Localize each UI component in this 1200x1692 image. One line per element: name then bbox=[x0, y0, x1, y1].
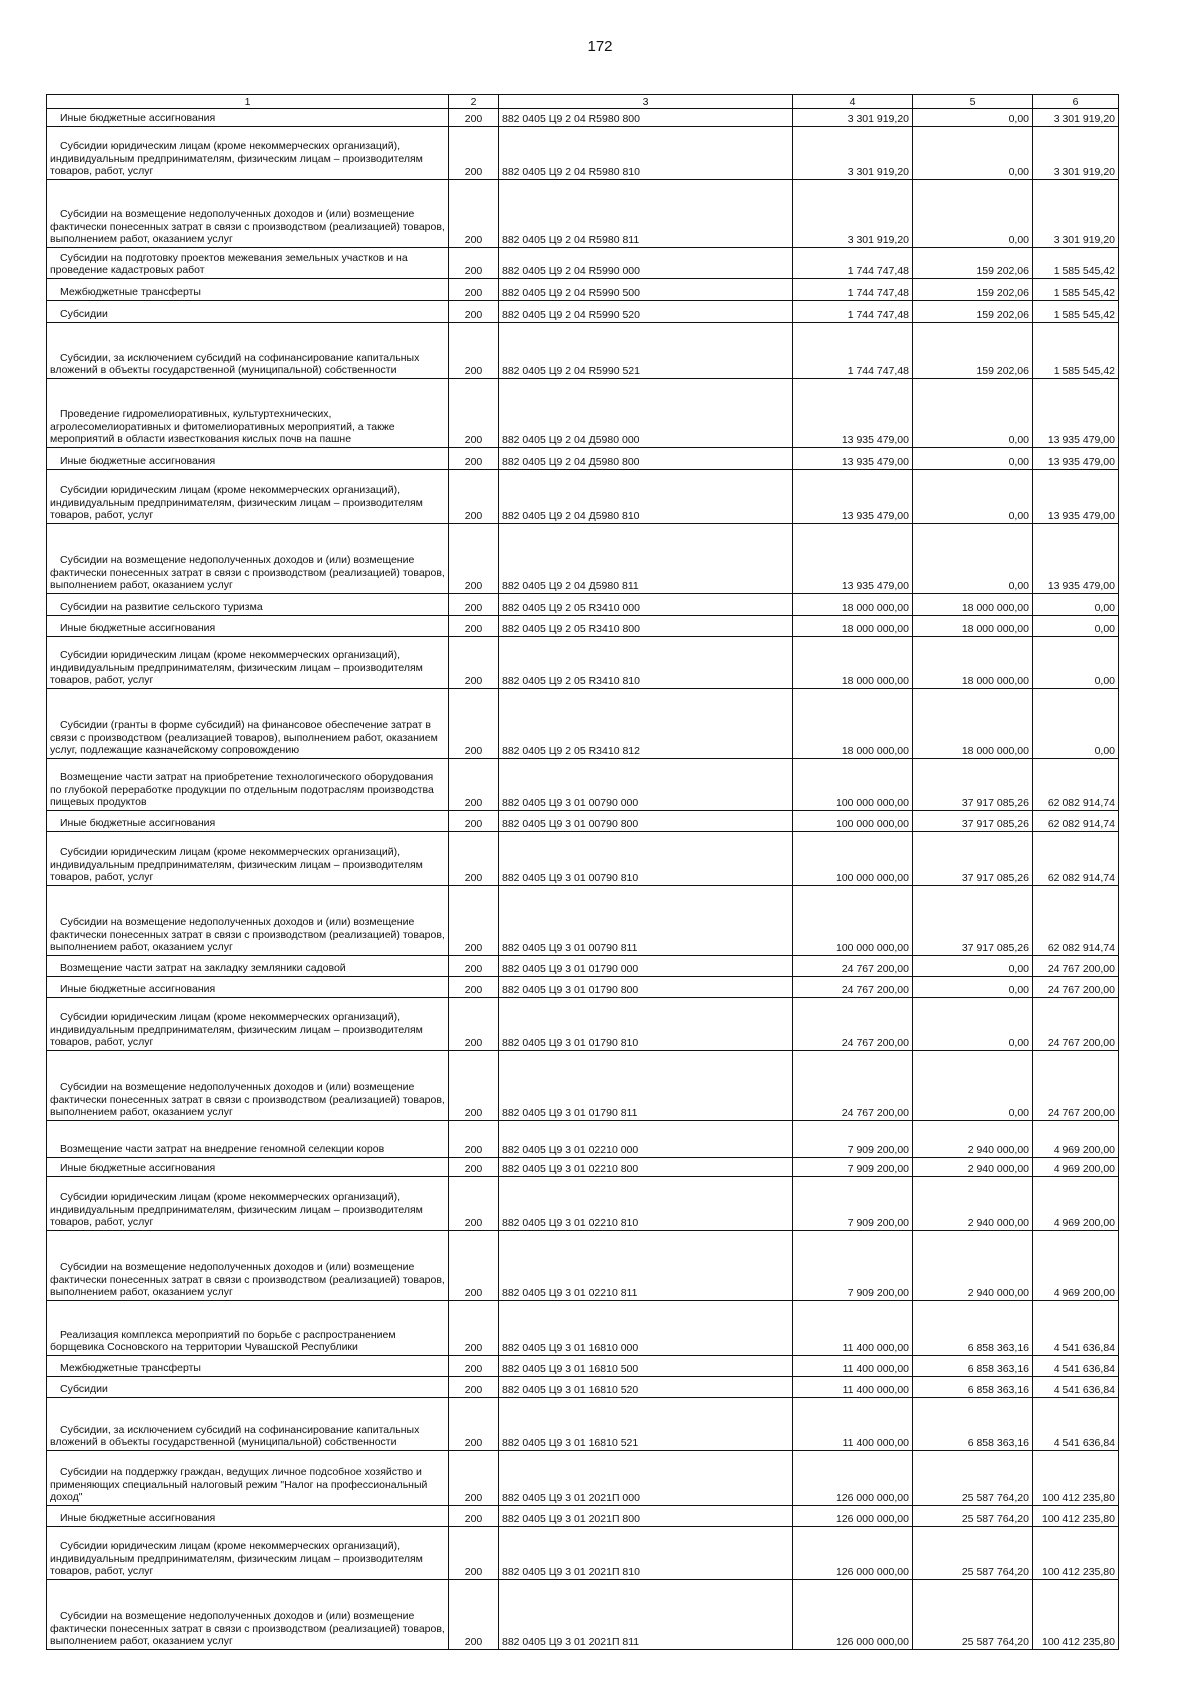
row-col4: 13 935 479,00 bbox=[793, 524, 913, 594]
row-name: Субсидии юридическим лицам (кроме некоммерческих организаций), индивидуальным предпринимателям, физическим лицам – производителям товаров, работ, услуг bbox=[47, 637, 449, 689]
row-col6: 1 585 545,42 bbox=[1033, 279, 1119, 301]
table-row bbox=[47, 998, 1119, 1051]
table-row bbox=[47, 301, 1119, 323]
row-code: 882 0405 Ц9 3 01 01790 810 bbox=[499, 998, 793, 1051]
row-col4: 18 000 000,00 bbox=[793, 689, 913, 759]
row-col2: 200 bbox=[449, 689, 499, 759]
row-name: Субсидии на возмещение недополученных доходов и (или) возмещение фактически понесенных затрат в связи с производством (реализацией) товаров, выполнением работ, оказанием услуг bbox=[47, 180, 449, 248]
table-row bbox=[47, 886, 1119, 956]
row-col6: 100 412 235,80 bbox=[1033, 1580, 1119, 1650]
row-col4: 11 400 000,00 bbox=[793, 1377, 913, 1398]
row-col4: 126 000 000,00 bbox=[793, 1527, 913, 1580]
row-col5: 0,00 bbox=[913, 524, 1033, 594]
row-col4: 24 767 200,00 bbox=[793, 956, 913, 977]
table-row bbox=[47, 637, 1119, 689]
row-col6: 0,00 bbox=[1033, 616, 1119, 637]
row-code: 882 0405 Ц9 3 01 2021П 810 bbox=[499, 1527, 793, 1580]
row-col6: 62 082 914,74 bbox=[1033, 759, 1119, 811]
row-code: 882 0405 Ц9 3 01 00790 811 bbox=[499, 886, 793, 956]
row-col2: 200 bbox=[449, 832, 499, 886]
row-code: 882 0405 Ц9 3 01 00790 000 bbox=[499, 759, 793, 811]
row-col6: 24 767 200,00 bbox=[1033, 998, 1119, 1051]
row-code: 882 0405 Ц9 3 01 01790 811 bbox=[499, 1051, 793, 1121]
table-row bbox=[47, 524, 1119, 594]
table-row bbox=[47, 1158, 1119, 1177]
table-header-row bbox=[47, 95, 1119, 109]
row-col4: 1 744 747,48 bbox=[793, 248, 913, 279]
row-col5: 159 202,06 bbox=[913, 279, 1033, 301]
table-row bbox=[47, 470, 1119, 524]
row-col5: 6 858 363,16 bbox=[913, 1301, 1033, 1356]
row-col4: 1 744 747,48 bbox=[793, 301, 913, 323]
row-col6: 4 541 636,84 bbox=[1033, 1377, 1119, 1398]
row-col2: 200 bbox=[449, 1121, 499, 1158]
row-col2: 200 bbox=[449, 1158, 499, 1177]
row-col5: 159 202,06 bbox=[913, 323, 1033, 379]
row-col6: 24 767 200,00 bbox=[1033, 956, 1119, 977]
row-col2: 200 bbox=[449, 637, 499, 689]
row-col2: 200 bbox=[449, 279, 499, 301]
row-col2: 200 bbox=[449, 470, 499, 524]
row-code: 882 0405 Ц9 2 04 Д5980 000 bbox=[499, 379, 793, 448]
row-col2: 200 bbox=[449, 248, 499, 279]
row-code: 882 0405 Ц9 2 04 R5980 810 bbox=[499, 127, 793, 180]
row-col5: 6 858 363,16 bbox=[913, 1377, 1033, 1398]
row-col4: 126 000 000,00 bbox=[793, 1451, 913, 1506]
row-name: Иные бюджетные ассигнования bbox=[47, 811, 449, 832]
row-code: 882 0405 Ц9 3 01 16810 520 bbox=[499, 1377, 793, 1398]
page-number: 172 bbox=[587, 38, 613, 55]
row-name: Межбюджетные трансферты bbox=[47, 279, 449, 301]
row-col5: 18 000 000,00 bbox=[913, 616, 1033, 637]
row-col2: 200 bbox=[449, 301, 499, 323]
row-col4: 18 000 000,00 bbox=[793, 616, 913, 637]
row-code: 882 0405 Ц9 3 01 02210 811 bbox=[499, 1231, 793, 1301]
row-name: Субсидии юридическим лицам (кроме некоммерческих организаций), индивидуальным предпринимателям, физическим лицам – производителям товаров, работ, услуг bbox=[47, 832, 449, 886]
row-code: 882 0405 Ц9 2 04 R5990 500 bbox=[499, 279, 793, 301]
row-col6: 3 301 919,20 bbox=[1033, 127, 1119, 180]
row-col4: 18 000 000,00 bbox=[793, 637, 913, 689]
row-col2: 200 bbox=[449, 1177, 499, 1231]
row-col6: 4 969 200,00 bbox=[1033, 1177, 1119, 1231]
row-name: Проведение гидромелиоративных, культуртехнических, агролесомелиоративных и фитомелиоративных мероприятий, а также мероприятий в области известкования кислых почв на пашне bbox=[47, 379, 449, 448]
row-code: 882 0405 Ц9 3 01 00790 800 bbox=[499, 811, 793, 832]
table-row bbox=[47, 1527, 1119, 1580]
row-col2: 200 bbox=[449, 886, 499, 956]
row-col4: 18 000 000,00 bbox=[793, 594, 913, 616]
row-name: Субсидии, за исключением субсидий на софинансирование капитальных вложений в объекты государственной (муниципальной) собственности bbox=[47, 323, 449, 379]
row-col6: 13 935 479,00 bbox=[1033, 470, 1119, 524]
row-code: 882 0405 Ц9 2 05 R3410 000 bbox=[499, 594, 793, 616]
row-col5: 37 917 085,26 bbox=[913, 886, 1033, 956]
table-row bbox=[47, 248, 1119, 279]
table-row bbox=[47, 1451, 1119, 1506]
row-col6: 4 969 200,00 bbox=[1033, 1231, 1119, 1301]
row-col6: 3 301 919,20 bbox=[1033, 180, 1119, 248]
row-col6: 0,00 bbox=[1033, 637, 1119, 689]
table-row bbox=[47, 279, 1119, 301]
row-name: Иные бюджетные ассигнования bbox=[47, 977, 449, 998]
row-col2: 200 bbox=[449, 180, 499, 248]
row-col5: 0,00 bbox=[913, 127, 1033, 180]
row-col5: 2 940 000,00 bbox=[913, 1177, 1033, 1231]
row-col4: 126 000 000,00 bbox=[793, 1580, 913, 1650]
row-name: Субсидии на возмещение недополученных доходов и (или) возмещение фактически понесенных затрат в связи с производством (реализацией) товаров, выполнением работ, оказанием услуг bbox=[47, 1580, 449, 1650]
row-name: Иные бюджетные ассигнования bbox=[47, 109, 449, 127]
row-col6: 62 082 914,74 bbox=[1033, 811, 1119, 832]
row-col6: 13 935 479,00 bbox=[1033, 379, 1119, 448]
row-name: Субсидии юридическим лицам (кроме некоммерческих организаций), индивидуальным предпринимателям, физическим лицам – производителям товаров, работ, услуг bbox=[47, 1527, 449, 1580]
row-col5: 6 858 363,16 bbox=[913, 1356, 1033, 1377]
row-name: Субсидии на возмещение недополученных доходов и (или) возмещение фактически понесенных затрат в связи с производством (реализацией) товаров, выполнением работ, оказанием услуг bbox=[47, 524, 449, 594]
row-code: 882 0405 Ц9 2 04 R5990 000 bbox=[499, 248, 793, 279]
row-col5: 18 000 000,00 bbox=[913, 689, 1033, 759]
row-name: Субсидии на возмещение недополученных доходов и (или) возмещение фактически понесенных затрат в связи с производством (реализацией) товаров, выполнением работ, оказанием услуг bbox=[47, 1051, 449, 1121]
table-row bbox=[47, 1121, 1119, 1158]
row-col5: 37 917 085,26 bbox=[913, 759, 1033, 811]
row-col4: 100 000 000,00 bbox=[793, 886, 913, 956]
row-col2: 200 bbox=[449, 956, 499, 977]
row-col5: 0,00 bbox=[913, 470, 1033, 524]
table-row bbox=[47, 811, 1119, 832]
row-col4: 24 767 200,00 bbox=[793, 998, 913, 1051]
row-code: 882 0405 Ц9 2 04 Д5980 810 bbox=[499, 470, 793, 524]
row-code: 882 0405 Ц9 3 01 16810 500 bbox=[499, 1356, 793, 1377]
row-name: Иные бюджетные ассигнования bbox=[47, 448, 449, 470]
row-col5: 25 587 764,20 bbox=[913, 1527, 1033, 1580]
row-col5: 25 587 764,20 bbox=[913, 1506, 1033, 1527]
table-row bbox=[47, 127, 1119, 180]
row-col6: 0,00 bbox=[1033, 594, 1119, 616]
row-col2: 200 bbox=[449, 1231, 499, 1301]
row-col2: 200 bbox=[449, 323, 499, 379]
row-col2: 200 bbox=[449, 1527, 499, 1580]
row-code: 882 0405 Ц9 2 04 Д5980 811 bbox=[499, 524, 793, 594]
row-col2: 200 bbox=[449, 1356, 499, 1377]
row-col6: 4 541 636,84 bbox=[1033, 1356, 1119, 1377]
row-col6: 4 541 636,84 bbox=[1033, 1398, 1119, 1451]
row-col6: 13 935 479,00 bbox=[1033, 524, 1119, 594]
row-col2: 200 bbox=[449, 1301, 499, 1356]
row-code: 882 0405 Ц9 3 01 02210 800 bbox=[499, 1158, 793, 1177]
row-col4: 126 000 000,00 bbox=[793, 1506, 913, 1527]
table-row bbox=[47, 1356, 1119, 1377]
row-name: Реализация комплекса мероприятий по борьбе с распространением борщевика Сосновского на территории Чувашской Республики bbox=[47, 1301, 449, 1356]
row-name: Субсидии юридическим лицам (кроме некоммерческих организаций), индивидуальным предпринимателям, физическим лицам – производителям товаров, работ, услуг bbox=[47, 127, 449, 180]
row-col6: 62 082 914,74 bbox=[1033, 832, 1119, 886]
row-code: 882 0405 Ц9 2 04 R5980 811 bbox=[499, 180, 793, 248]
column-header: 3 bbox=[499, 95, 793, 109]
row-name: Возмещение части затрат на закладку земляники садовой bbox=[47, 956, 449, 977]
table-row bbox=[47, 1506, 1119, 1527]
row-name: Субсидии на развитие сельского туризма bbox=[47, 594, 449, 616]
row-code: 882 0405 Ц9 2 04 R5990 520 bbox=[499, 301, 793, 323]
row-col2: 200 bbox=[449, 977, 499, 998]
row-name: Субсидии на поддержку граждан, ведущих личное подсобное хозяйство и применяющих специальный налоговый режим "Налог на профессиональный доход" bbox=[47, 1451, 449, 1506]
row-code: 882 0405 Ц9 3 01 16810 521 bbox=[499, 1398, 793, 1451]
row-name: Субсидии юридическим лицам (кроме некоммерческих организаций), индивидуальным предпринимателям, физическим лицам – производителям товаров, работ, услуг bbox=[47, 1177, 449, 1231]
row-col4: 100 000 000,00 bbox=[793, 832, 913, 886]
row-code: 882 0405 Ц9 3 01 16810 000 bbox=[499, 1301, 793, 1356]
row-col4: 3 301 919,20 bbox=[793, 109, 913, 127]
row-col5: 0,00 bbox=[913, 448, 1033, 470]
column-header: 4 bbox=[793, 95, 913, 109]
row-col5: 2 940 000,00 bbox=[913, 1231, 1033, 1301]
row-col5: 18 000 000,00 bbox=[913, 594, 1033, 616]
row-name: Субсидии на возмещение недополученных доходов и (или) возмещение фактически понесенных затрат в связи с производством (реализацией) товаров, выполнением работ, оказанием услуг bbox=[47, 886, 449, 956]
row-col2: 200 bbox=[449, 594, 499, 616]
row-col5: 6 858 363,16 bbox=[913, 1398, 1033, 1451]
row-name: Иные бюджетные ассигнования bbox=[47, 1158, 449, 1177]
row-name: Межбюджетные трансферты bbox=[47, 1356, 449, 1377]
table-row bbox=[47, 1051, 1119, 1121]
row-code: 882 0405 Ц9 3 01 01790 000 bbox=[499, 956, 793, 977]
row-col6: 13 935 479,00 bbox=[1033, 448, 1119, 470]
row-col6: 24 767 200,00 bbox=[1033, 977, 1119, 998]
table-row bbox=[47, 594, 1119, 616]
row-col4: 13 935 479,00 bbox=[793, 448, 913, 470]
row-code: 882 0405 Ц9 2 05 R3410 800 bbox=[499, 616, 793, 637]
row-col2: 200 bbox=[449, 448, 499, 470]
row-name: Иные бюджетные ассигнования bbox=[47, 616, 449, 637]
row-col4: 7 909 200,00 bbox=[793, 1158, 913, 1177]
row-col2: 200 bbox=[449, 759, 499, 811]
column-header: 1 bbox=[47, 95, 449, 109]
row-col2: 200 bbox=[449, 1051, 499, 1121]
row-name: Возмещение части затрат на внедрение геномной селекции коров bbox=[47, 1121, 449, 1158]
budget-table bbox=[46, 94, 1119, 1650]
row-name: Субсидии юридическим лицам (кроме некоммерческих организаций), индивидуальным предпринимателям, физическим лицам – производителям товаров, работ, услуг bbox=[47, 998, 449, 1051]
row-col4: 13 935 479,00 bbox=[793, 470, 913, 524]
row-col5: 37 917 085,26 bbox=[913, 811, 1033, 832]
row-col5: 0,00 bbox=[913, 1051, 1033, 1121]
row-col4: 7 909 200,00 bbox=[793, 1121, 913, 1158]
row-col5: 0,00 bbox=[913, 379, 1033, 448]
row-col2: 200 bbox=[449, 1451, 499, 1506]
row-col4: 24 767 200,00 bbox=[793, 977, 913, 998]
row-col5: 0,00 bbox=[913, 977, 1033, 998]
row-name: Возмещение части затрат на приобретение технологического оборудования по глубокой переработке продукции по отдельным подотраслям производства пищевых продуктов bbox=[47, 759, 449, 811]
row-col5: 2 940 000,00 bbox=[913, 1158, 1033, 1177]
row-col6: 3 301 919,20 bbox=[1033, 109, 1119, 127]
table-row bbox=[47, 448, 1119, 470]
table-row bbox=[47, 1377, 1119, 1398]
row-name: Субсидии (гранты в форме субсидий) на финансовое обеспечение затрат в связи с производством (реализацией товаров), выполнением работ, оказанием услуг, подлежащие казначейскому сопровождению bbox=[47, 689, 449, 759]
row-code: 882 0405 Ц9 3 01 02210 810 bbox=[499, 1177, 793, 1231]
row-col5: 159 202,06 bbox=[913, 248, 1033, 279]
table-row bbox=[47, 689, 1119, 759]
row-col4: 11 400 000,00 bbox=[793, 1398, 913, 1451]
table-row bbox=[47, 1580, 1119, 1650]
row-col4: 24 767 200,00 bbox=[793, 1051, 913, 1121]
row-col2: 200 bbox=[449, 379, 499, 448]
row-col6: 1 585 545,42 bbox=[1033, 301, 1119, 323]
row-col4: 1 744 747,48 bbox=[793, 323, 913, 379]
row-col6: 24 767 200,00 bbox=[1033, 1051, 1119, 1121]
row-code: 882 0405 Ц9 2 04 R5980 800 bbox=[499, 109, 793, 127]
row-code: 882 0405 Ц9 2 05 R3410 810 bbox=[499, 637, 793, 689]
row-col2: 200 bbox=[449, 109, 499, 127]
row-col2: 200 bbox=[449, 811, 499, 832]
table-row bbox=[47, 956, 1119, 977]
row-col4: 1 744 747,48 bbox=[793, 279, 913, 301]
row-col5: 159 202,06 bbox=[913, 301, 1033, 323]
row-col6: 100 412 235,80 bbox=[1033, 1506, 1119, 1527]
row-col4: 11 400 000,00 bbox=[793, 1301, 913, 1356]
row-col4: 3 301 919,20 bbox=[793, 180, 913, 248]
row-col4: 100 000 000,00 bbox=[793, 811, 913, 832]
row-col4: 13 935 479,00 bbox=[793, 379, 913, 448]
row-col5: 0,00 bbox=[913, 109, 1033, 127]
row-code: 882 0405 Ц9 2 04 Д5980 800 bbox=[499, 448, 793, 470]
row-col2: 200 bbox=[449, 616, 499, 637]
row-code: 882 0405 Ц9 3 01 00790 810 bbox=[499, 832, 793, 886]
row-col5: 2 940 000,00 bbox=[913, 1121, 1033, 1158]
row-col6: 100 412 235,80 bbox=[1033, 1451, 1119, 1506]
row-col6: 4 541 636,84 bbox=[1033, 1301, 1119, 1356]
row-name: Субсидии на возмещение недополученных доходов и (или) возмещение фактически понесенных затрат в связи с производством (реализацией) товаров, выполнением работ, оказанием услуг bbox=[47, 1231, 449, 1301]
row-col5: 0,00 bbox=[913, 956, 1033, 977]
table-row bbox=[47, 323, 1119, 379]
row-col6: 1 585 545,42 bbox=[1033, 248, 1119, 279]
row-col2: 200 bbox=[449, 127, 499, 180]
table-row bbox=[47, 1301, 1119, 1356]
table-row bbox=[47, 379, 1119, 448]
row-code: 882 0405 Ц9 2 05 R3410 812 bbox=[499, 689, 793, 759]
row-col6: 0,00 bbox=[1033, 689, 1119, 759]
row-col6: 62 082 914,74 bbox=[1033, 886, 1119, 956]
row-code: 882 0405 Ц9 3 01 2021П 811 bbox=[499, 1580, 793, 1650]
row-col4: 11 400 000,00 bbox=[793, 1356, 913, 1377]
row-name: Субсидии на подготовку проектов межевания земельных участков и на проведение кадастровых работ bbox=[47, 248, 449, 279]
table-row bbox=[47, 977, 1119, 998]
row-col2: 200 bbox=[449, 1506, 499, 1527]
row-col2: 200 bbox=[449, 1398, 499, 1451]
row-col5: 25 587 764,20 bbox=[913, 1580, 1033, 1650]
row-col6: 4 969 200,00 bbox=[1033, 1121, 1119, 1158]
table-row bbox=[47, 616, 1119, 637]
row-col5: 0,00 bbox=[913, 180, 1033, 248]
row-name: Субсидии, за исключением субсидий на софинансирование капитальных вложений в объекты государственной (муниципальной) собственности bbox=[47, 1398, 449, 1451]
row-name: Субсидии юридическим лицам (кроме некоммерческих организаций), индивидуальным предпринимателям, физическим лицам – производителям товаров, работ, услуг bbox=[47, 470, 449, 524]
table-row bbox=[47, 759, 1119, 811]
table-row bbox=[47, 1231, 1119, 1301]
row-col2: 200 bbox=[449, 998, 499, 1051]
row-col5: 18 000 000,00 bbox=[913, 637, 1033, 689]
table-row bbox=[47, 180, 1119, 248]
row-col6: 1 585 545,42 bbox=[1033, 323, 1119, 379]
row-code: 882 0405 Ц9 2 04 R5990 521 bbox=[499, 323, 793, 379]
row-col6: 4 969 200,00 bbox=[1033, 1158, 1119, 1177]
row-col2: 200 bbox=[449, 1580, 499, 1650]
row-col5: 25 587 764,20 bbox=[913, 1451, 1033, 1506]
row-name: Иные бюджетные ассигнования bbox=[47, 1506, 449, 1527]
column-header: 5 bbox=[913, 95, 1033, 109]
column-header: 6 bbox=[1033, 95, 1119, 109]
row-col6: 100 412 235,80 bbox=[1033, 1527, 1119, 1580]
row-code: 882 0405 Ц9 3 01 2021П 000 bbox=[499, 1451, 793, 1506]
row-col4: 7 909 200,00 bbox=[793, 1177, 913, 1231]
row-code: 882 0405 Ц9 3 01 01790 800 bbox=[499, 977, 793, 998]
row-code: 882 0405 Ц9 3 01 2021П 800 bbox=[499, 1506, 793, 1527]
row-col4: 7 909 200,00 bbox=[793, 1231, 913, 1301]
row-col2: 200 bbox=[449, 524, 499, 594]
column-header: 2 bbox=[449, 95, 499, 109]
table-row bbox=[47, 1177, 1119, 1231]
row-name: Субсидии bbox=[47, 1377, 449, 1398]
table-row bbox=[47, 832, 1119, 886]
table-row bbox=[47, 109, 1119, 127]
row-col4: 3 301 919,20 bbox=[793, 127, 913, 180]
row-col2: 200 bbox=[449, 1377, 499, 1398]
row-col4: 100 000 000,00 bbox=[793, 759, 913, 811]
row-col5: 0,00 bbox=[913, 998, 1033, 1051]
row-name: Субсидии bbox=[47, 301, 449, 323]
row-col5: 37 917 085,26 bbox=[913, 832, 1033, 886]
row-code: 882 0405 Ц9 3 01 02210 000 bbox=[499, 1121, 793, 1158]
table-row bbox=[47, 1398, 1119, 1451]
